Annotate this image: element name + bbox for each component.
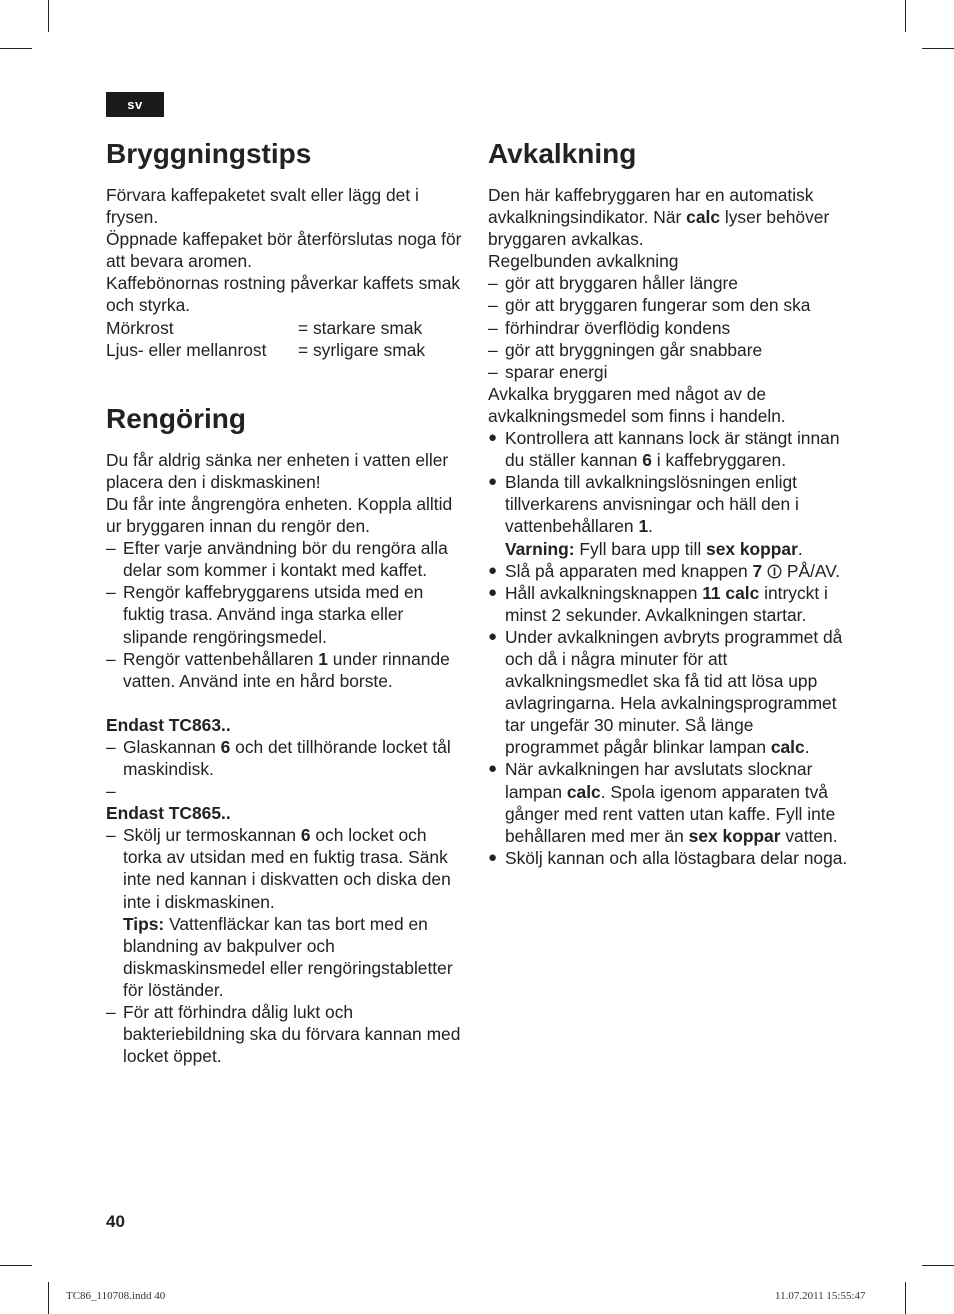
tc865-list [106,824,468,1067]
list-item: – Efter varje användning bör du rengöra alla delar som kommer i kontakt med kaffet. [106,537,468,581]
left-column [106,136,468,1067]
list-item: ● Kontrollera att kannans lock är stängt innan du ställer kannan 6 i kaffebryggaren. [488,427,850,471]
list-item: ● Blanda till avkalkningslösningen enligt tillverkarens anvisningar och häll den i vattenbehållaren 1. Varning: Fyll bara upp till sex koppar. [488,471,850,559]
tc865-heading: Endast TC865.. [106,803,231,824]
crop-mark [905,1282,906,1314]
list-item: – gör att bryggaren fungerar som den ska [488,294,850,316]
cleaning-heading: Rengöring [106,402,246,434]
footer-file: TC86_110708.indd 40 [66,1290,166,1302]
empty-list-item [106,780,468,802]
cleaning-list [106,537,468,692]
crop-mark [0,48,32,49]
descaling-steps [488,427,850,869]
brewing-tips-heading: Bryggningstips [106,138,312,169]
page-number: 40 [106,1212,125,1231]
list-item: – gör att bryggaren håller längre [488,272,850,294]
crop-mark [905,0,906,32]
warning-label: Varning: [505,538,575,559]
descaling-intro: Den här kaffebryggaren har en automatisk avkalkningsindikator. När calc lyser behöver bryggaren avkalkas. [488,185,830,250]
list-item: ● Skölj kannan och alla löstagbara delar noga. [488,847,850,869]
cleaning-warning-1: Du får aldrig sänka ner enheten i vatten eller placera den i diskmaskinen! [106,449,449,492]
roast-row: Ljus- eller mellanrost = syrligare smak [106,339,426,360]
list-item: – Skölj ur termoskannan 6 och locket och torka av utsidan med en fuktig trasa. Sänk inte ned kannan i diskvatten och diska den inte i diskmaskinen. Tips: Vattenfläckar kan tas bort med en blandning av bakpulver och diskmaskinsmedel eller rengöringstabletter för löständer. [106,824,468,1001]
list-item: – För att förhindra dålig lukt och bakteriebildning ska du förvara kannan med locket öppet. [106,1001,468,1067]
list-item: – förhindrar överflödig kondens [488,317,850,339]
descaling-heading: Avkalkning [488,138,637,169]
brewing-tip-3: Kaffebönornas rostning påverkar kaffets smak och styrka. [106,273,461,316]
right-column [488,136,850,869]
list-item: – Rengör kaffebryggarens utsida med en fuktig trasa. Använd inga starka eller slipande rengöringsmedel. [106,581,468,647]
roast-row: Mörkrost = starkare smak [106,317,423,338]
regular-descaling: Regelbunden avkalkning [488,251,679,272]
brewing-tip-2: Öppnade kaffepaket bör återförslutas noga för att bevara aromen. [106,229,462,272]
list-item: – Rengör vattenbehållaren 1 under rinnande vatten. Använd inte en hård borste. [106,648,468,692]
tc863-heading: Endast TC863.. [106,714,231,735]
tips-label: Tips: [123,913,165,934]
list-item: ● När avkalkningen har avslutats slocknar lampan calc. Spola igenom apparaten två gånger med rent vatten utan kaffe. Fyll inte behållaren med mer än sex koppar vatten. [488,758,850,846]
descaling-agent-note: Avkalka bryggaren med något av de avkalkningsmedel som finns i handeln. [488,383,786,426]
list-item: – Glaskannan 6 och det tillhörande locket tål maskindisk. [106,736,468,780]
cleaning-warning-2: Du får inte ångrengöra enheten. Koppla alltid ur bryggaren innan du rengör den. [106,493,453,537]
footer-timestamp: 11.07.2011 15:55:47 [775,1290,866,1302]
brewing-tip-1: Förvara kaffepaketet svalt eller lägg det i frysen. [106,185,419,228]
crop-mark [922,1265,954,1266]
list-item: ● Slå på apparaten med knappen 7 PÅ/AV. [488,560,850,582]
tc863-list [106,736,468,802]
crop-mark [0,1265,32,1266]
crop-mark [48,0,49,32]
list-item: ● Under avkalkningen avbryts programmet då och då i några minuter för att avkalkningsmedlet ska få tid att lösa upp avlagringarna. Hela avkalningsprogrammet tar ungefär 30 minuter. Så länge programmet pågår blinkar lampan calc. [488,626,850,759]
crop-mark [922,48,954,49]
list-item: – gör att bryggningen går snabbare [488,339,850,361]
power-icon [767,564,782,579]
benefits-list [488,272,850,382]
list-item: – sparar energi [488,361,850,383]
language-tab: sv [106,92,164,117]
crop-mark [48,1282,49,1314]
list-item: ● Håll avkalkningsknappen 11 calc intryckt i minst 2 sekunder. Avkalkningen startar. [488,582,850,626]
